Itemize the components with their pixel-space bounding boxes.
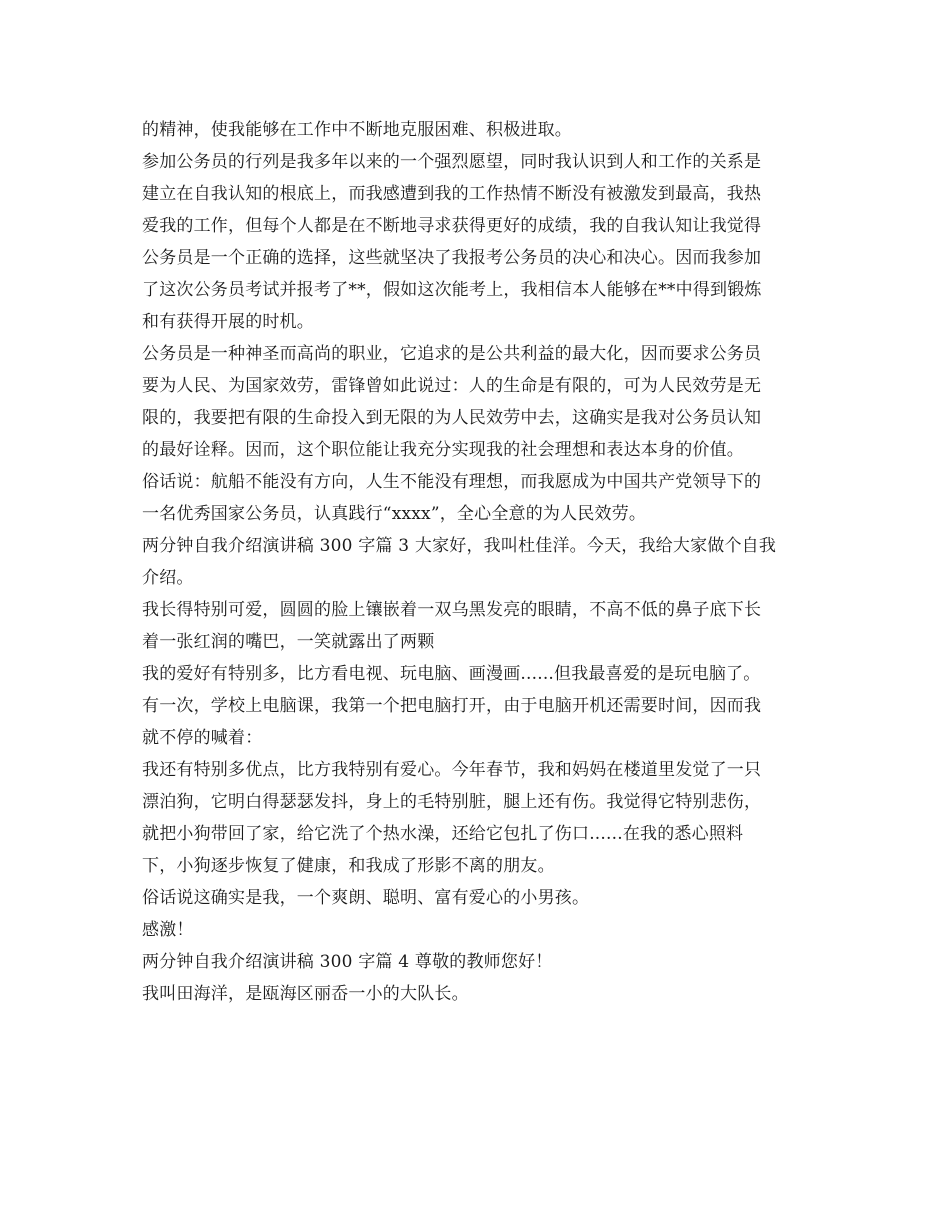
text-line: 我叫田海洋，是瓯海区丽岙一小的大队长。 [142,984,469,1004]
text-line: 参加公务员的行列是我多年以来的一个强烈愿望，同时我认识到人和工作的关系是 [142,152,762,172]
text-line: 的最好诠释。因而，这个职位能让我充分实现我的社会理想和表达本身的价值。 [142,440,744,460]
text-line: 公务员是一种神圣而高尚的职业，它追求的是公共利益的最大化，因而要求公务员 [142,344,762,364]
text-line: 我的爱好有特别多，比方看电视、玩电脑、画漫画......但我最喜爱的是玩电脑了。 [142,664,761,684]
text-line: 有一次，学校上电脑课，我第一个把电脑打开，由于电脑开机还需要时间，因而我 [142,696,762,716]
text-line: 下，小狗逐步恢复了健康，和我成了形影不离的朋友。 [142,856,555,876]
text-line: 一名优秀国家公务员，认真践行“xxxx”，全心全意的为人民效劳。 [142,504,647,524]
text-line: 爱我的工作，但每个人都是在不断地寻求获得更好的成绩，我的自我认知让我觉得 [142,216,762,236]
text-line: 感激！ [142,920,194,940]
text-line: 两分钟自我介绍演讲稿 300 字篇 3 大家好，我叫杜佳洋。今天，我给大家做个自我 [142,536,777,556]
text-line: 我长得特别可爱，圆圆的脸上镶嵌着一双乌黑发亮的眼睛，不高不低的鼻子底下长 [142,600,762,620]
text-line: 我还有特别多优点，比方我特别有爱心。今年春节，我和妈妈在楼道里发觉了一只 [142,760,762,780]
text-line: 两分钟自我介绍演讲稿 300 字篇 4 尊敬的教师您好！ [142,952,553,972]
text-line: 漂泊狗，它明白得瑟瑟发抖，身上的毛特别脏，腿上还有伤。我觉得它特别悲伤， [142,792,762,812]
text-line: 俗话说这确实是我，一个爽朗、聪明、富有爱心的小男孩。 [142,888,590,908]
text-line: 公务员是一个正确的选择，这些就坚决了我报考公务员的决心和决心。因而我参加 [142,248,762,268]
text-line: 介绍。 [142,568,194,588]
text-line: 俗话说：航船不能没有方向，人生不能没有理想，而我愿成为中国共产党领导下的 [142,472,762,492]
text-line: 的精神，使我能够在工作中不断地克服困难、积极进取。 [142,120,572,140]
text-line: 就不停的喊着： [142,728,263,748]
text-line: 限的，我要把有限的生命投入到无限的为人民效劳中去，这确实是我对公务员认知 [142,408,762,428]
text-line: 和有获得开展的时机。 [142,312,314,332]
text-line: 建立在自我认知的根底上，而我感遭到我的工作热情不断没有被激发到最高，我热 [142,184,762,204]
text-line: 要为人民、为国家效劳，雷锋曾如此说过：人的生命是有限的，可为人民效劳是无 [142,376,762,396]
text-line: 就把小狗带回了家，给它洗了个热水澡，还给它包扎了伤口......在我的悉心照料 [142,824,744,844]
text-line: 了这次公务员考试并报考了**，假如这次能考上，我相信本人能够在**中得到锻炼 [142,280,762,300]
text-line: 着一张红润的嘴巴，一笑就露出了两颗 [142,632,435,652]
document-body [142,114,832,1010]
